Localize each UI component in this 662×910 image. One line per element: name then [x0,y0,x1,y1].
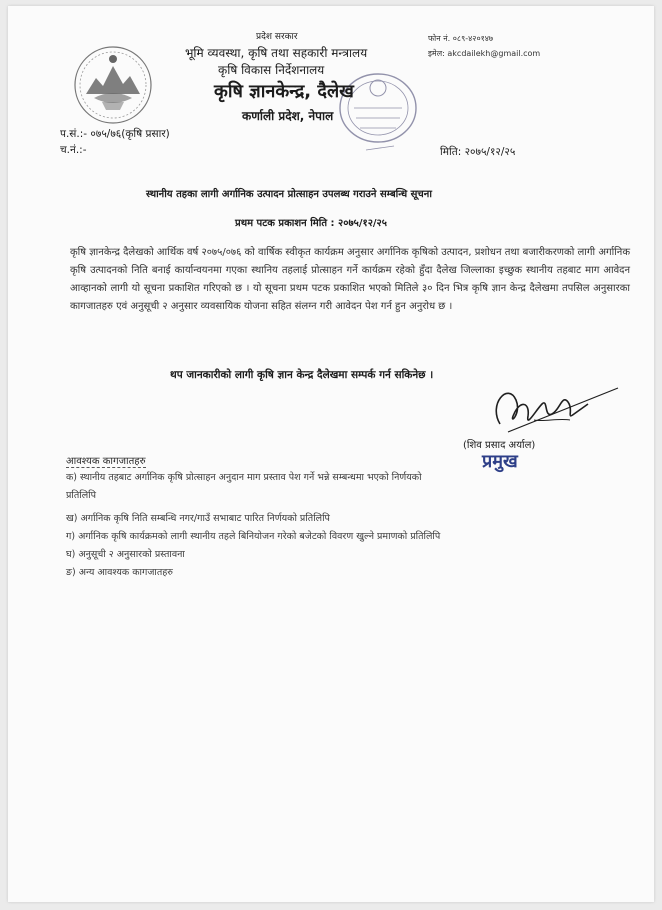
email-line [428,48,540,59]
header-office-name: कृषि ज्ञानकेन्द्र, दैलेख [214,81,354,102]
signatory-name: (शिव प्रसाद अर्याल) [463,440,536,451]
patra-label: प.सं.:- [60,128,88,140]
letter-date [440,145,515,159]
header-province: कर्णाली प्रदेश, नेपाल [242,109,334,123]
phone-label: फोन नं. [428,34,451,43]
date-label: मिति: [440,146,462,158]
first-pub-label: प्रथम पटक प्रकाशन मिति : [235,218,335,229]
phone-line [428,33,493,44]
email-label: इमेल: [428,49,445,58]
first-publication [235,215,387,229]
document-item: घ) अनुसूची २ अनुसारको प्रस्तावना [66,549,185,560]
header-province-gov: प्रदेश सरकार [256,32,298,42]
first-pub-date: २०७५/१२/२५ [338,218,387,229]
header-directorate: कृषि विकास निर्देशनालय [218,63,325,77]
signatory-title: प्रमुख [482,451,518,472]
notice-body: कृषि ज्ञानकेन्द्र दैलेखको आर्थिक वर्ष २०७५/०७६ को वार्षिक स्वीकृत कार्यक्रम अनुसार अर्गानिक कृषिको उत्पादन, प्रशोधन तथा बजारीकरणको लागी अर्गानिक कृषि उत्पादनको निति बनाई कार्यान्वयनमा गएका स्थानिय तहलाई प्रोत्साहन गर्ने कार्यक्रम रहेको हुँदा दैलेख जिल्लाका इच्छुक स्थानीय तहबाट माग आवेदन आव्हानको लागी यो सूचना प्रकाशित गरिएको छ । यो सूचना प्रथम पटक प्रकाशित भएको मितिले ३० दिन भित्र कृषि ज्ञान केन्द्र दैलेखमा तपसिल अनुसारका कागजातहरु एवं अनुसूची २ अनुसार व्यवसायिक योजना सहित संलग्न गरी आवेदन पेश गर्न हुन अनुरोध छ । [70,247,630,312]
handwritten-signature-icon [478,374,628,444]
document-item: ग) अर्गानिक कृषि कार्यक्रमको लागी स्थानीय तहले बिनियोजन गरेको बजेटको विवरण खुल्ने प्रमाणको प्रतिलिपि [66,531,441,542]
date-value: २०७५/१२/२५ [464,146,516,158]
nepal-emblem-icon [72,44,154,126]
notice-page [8,6,654,902]
contact-info: थप जानकारीको लागी कृषि ज्ञान केन्द्र दैलेखमा सम्पर्क गर्न सकिनेछ । [170,369,434,381]
chalani-number: च.नं.:- [60,144,87,156]
document-item: प्रतिलिपि [66,490,97,501]
patra-sankhya [60,127,170,141]
document-item: ख) अर्गानिक कृषि निति सम्बन्धि नगर/गाउँ सभाबाट पारित निर्णयको प्रतिलिपि [66,513,330,524]
document-item: क) स्थानीय तहबाट अर्गानिक कृषि प्रोत्साहन अनुदान माग प्रस्ताव पेश गर्ने भन्ने सम्बन्धमा भएको निर्णयको [66,472,422,483]
documents-title: आवश्यक कागजातहरु [66,453,146,468]
document-item: ङ) अन्य आवश्यक कागजातहरु [66,567,173,578]
email-address: akcdailekh@gmail.com [447,49,541,58]
header-ministry: भूमि व्यवस्था, कृषि तथा सहकारी मन्त्रालय [185,46,368,60]
phone-number: ०८९-४२०१४७ [452,34,494,43]
patra-value: ०७५/७६(कृषि प्रसार) [90,128,170,140]
notice-subject: स्थानीय तहका लागी अर्गानिक उत्पादन प्रोत्साहन उपलब्ध गराउने सम्बन्धि सूचना [146,189,432,200]
